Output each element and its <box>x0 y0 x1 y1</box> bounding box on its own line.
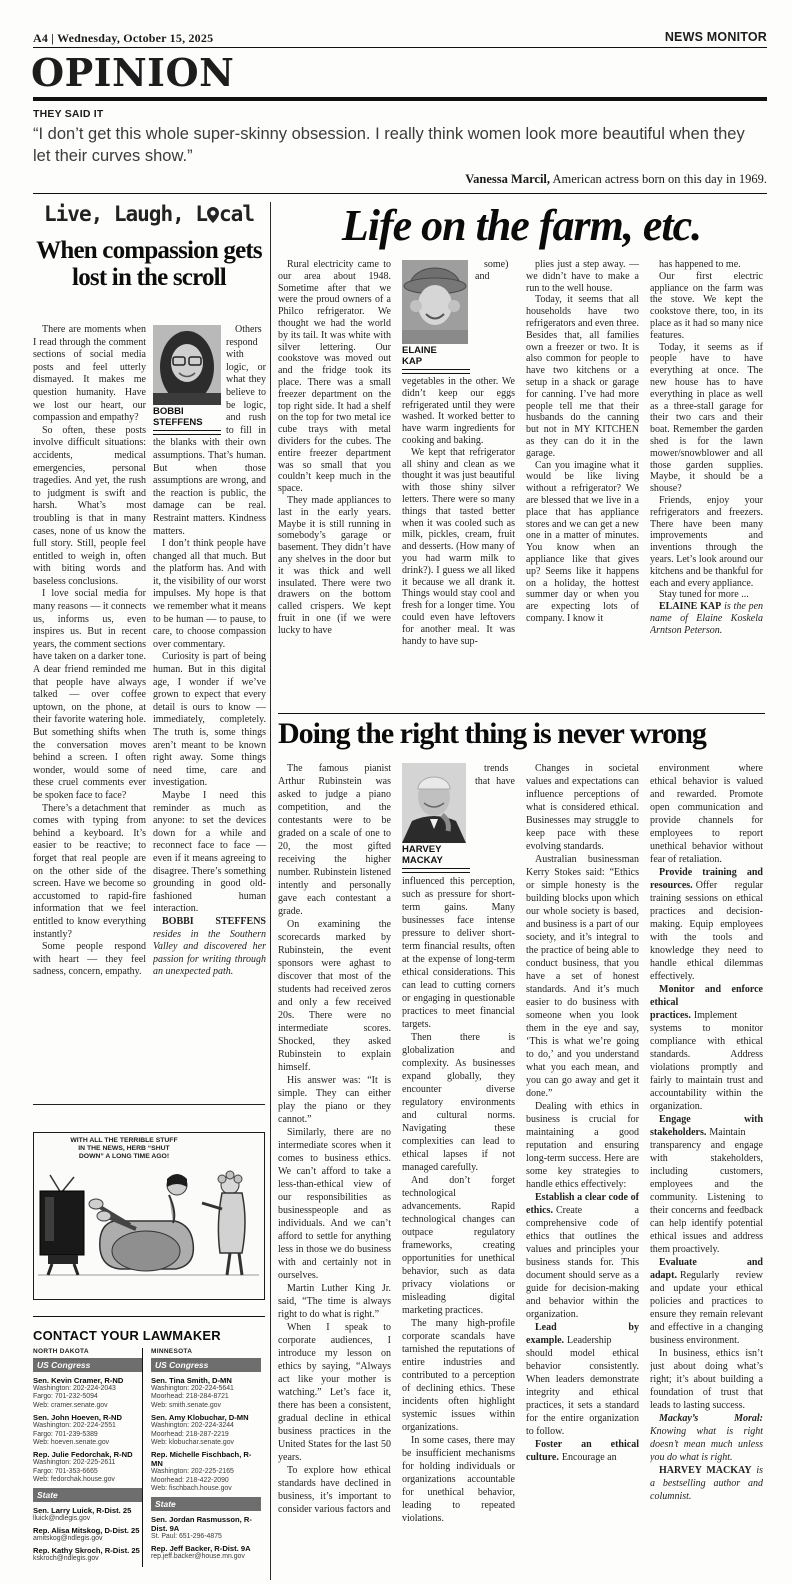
paragraph <box>526 1438 639 1464</box>
lawmaker-contact-line: Washington: 202-224-2551 <box>33 1422 116 1430</box>
lawmaker-contact-line: Washington: 202-225-2165 <box>151 1468 234 1476</box>
paragraph: We kept that refrigerator all shiny and clean as we thought it was just beautiful with those shiny silver letters. There were so many things that tasted better when it was cooled such as milk, pickles, cream, fruit and desserts. (How many of you had warm milk to drink?). I guess we all liked it because we all drank it. Things would stay cool and fresh for a longer time. You could even have leftovers for another meal. It was handy to have sup- <box>402 446 515 647</box>
live-laugh-local-logo <box>33 202 265 234</box>
lawmaker-column <box>142 1348 261 1567</box>
lawmaker-contact-line: Moorhead: 218-284-8721 <box>151 1393 229 1401</box>
paragraph <box>526 1100 639 1191</box>
region-label: NORTH DAKOTA <box>33 1348 89 1355</box>
divider <box>33 1316 265 1317</box>
lawmaker-name: Sen. John Hoeven, R-ND <box>33 1413 123 1423</box>
lawmaker-contact-line: Washington: 202-225-2611 <box>33 1459 116 1467</box>
lawmaker-entries <box>33 1506 142 1564</box>
lawmaker-contact-line: Fargo: 701-232-5094 <box>33 1393 98 1401</box>
lawmaker-contact-lines <box>33 1535 142 1543</box>
article-column <box>402 259 515 711</box>
paragraph: Today, it seems that all households have two refrigerators and even three. Besides that, all families own a freezer or two. It is also common for people to have two kitchens or a setup in a shack or garage for canning. I’ve had more people tell me that their husbands do the canning but not in MY KITCHEN as they can do it in the garage. <box>526 294 639 459</box>
paragraph: The famous pianist Arthur Rubinstein was asked to judge a piano competition, and the contestants were to be graded on a scale of one to 20, the most gifted receiving the higher number. Rubinstein listened intently and personally gave each contestant a grade. <box>278 763 391 917</box>
section-header-bar: State <box>151 1497 261 1511</box>
paragraph <box>526 762 639 853</box>
lawmaker-contact-lines <box>151 1422 261 1447</box>
paragraph: Our first electric appliance on the farm was the stove. We kept the cookstove there, too, in its place as it had so many nice features. <box>650 270 763 341</box>
lawmaker-entry <box>151 1544 261 1561</box>
quote-attribution-name: Vanessa Marcil, <box>465 172 551 186</box>
paragraph-lead: Provide training and resources. <box>650 867 763 891</box>
paragraph: The many high-profile corporate scandals have tarnished the reputations of entire industries and contributed to a perception of declining ethics. These incidents often highlight systemic issues within organizations. <box>402 1318 515 1433</box>
lawmaker-contact-lines <box>151 1468 261 1493</box>
page-folio: A4 | Wednesday, October 15, 2025 <box>33 31 214 45</box>
paragraph-list <box>33 324 146 979</box>
paragraph-lead: Evaluate and adapt. <box>650 1257 763 1281</box>
paragraph: I don’t think people have changed all that much. But the platform has. And with it, the visibility of our worst impulses. My hope is that we remember what it means to be human — to pause, to care, to choose compassion over commentary. <box>153 538 266 650</box>
columnist-photo-block <box>153 325 221 435</box>
paragraph: And don’t forget technological advancements. Rapid technological changes can outpace regulatory frameworks, creating opportunities for unethical behavior, such as data privacy violations or misleading digital marketing practices. <box>402 1175 515 1316</box>
author-signature: BOBBI STEFFENS resides in the Southern Valley and discovered her passion for writing through an unexpected path. <box>153 915 266 978</box>
cartoon-speech-bubble: WITH ALL THE TERRIBLE STUFF IN THE NEWS, HERB “SHUT DOWN” A LONG TIME AGO! <box>70 1137 178 1160</box>
paragraph: Then there is globalization and complexity. As businesses expand globally, they encounter diverse regulatory environments and cultural norms. Navigating these complexities can lead to ethical lapses if not managed carefully. <box>402 1032 515 1173</box>
paragraph-text: Encourage an <box>561 1452 617 1463</box>
lawmaker-contact-line: Washington: 202-224-5641 <box>151 1385 234 1392</box>
caption-rule <box>402 369 470 374</box>
paragraph-lead: Establish a clear code of ethics. <box>526 1192 639 1216</box>
lawmaker-contact-line: Moorhead: 218-422-2090 <box>151 1476 229 1484</box>
lawmaker-contact-line: St. Paul: 651-296-4875 <box>151 1532 222 1540</box>
lawmaker-contact-line: Web: fedorchak.house.gov <box>33 1476 115 1484</box>
caption-rule <box>402 868 470 873</box>
paragraph: Some people respond with heart — they feel sadness, concern, empathy. <box>33 941 146 978</box>
section-title: OPINION <box>31 50 235 95</box>
article-column <box>526 762 639 1580</box>
lawmaker-section <box>33 1488 142 1564</box>
lawmaker-contact-line: Washington: 202-224-3244 <box>151 1422 234 1430</box>
lawmaker-contact-line: Web: cramer.senate.gov <box>33 1401 108 1409</box>
paragraph-text: Australian businessman Kerry Stokes said: “Ethics or simple honesty is the building blocks upon which our whole society is based, and business is a part of our society, and it’s integral to the practice of being able to conduct business, that you have a set of honest standards. And it’s much easier to do business with someone when you look them in the eye and say, ‘This is what we’re going to do,’ and you understand what you each mean, and you can go away and get it done.” <box>526 854 639 1099</box>
paragraph: Today, it seems as if people have to have everything at once. The new house has to have everything in place as well as a three-stall garage for their two cars and their boat. Remember the garden shed is for the lawn mower/snowblower and all those garden supplies. Maybe, it should be a shouse? <box>650 341 763 495</box>
paragraph: Friends, enjoy your refrigerators and freezers. There have been many improvements and inventions through the years. Let’s look around our kitchens and be thankful for each and every appliance. <box>650 494 763 589</box>
article-headline: When compassion gets lost in the scroll <box>36 237 262 291</box>
paragraph-lead: Engage with stakeholders. <box>650 1114 763 1138</box>
paragraph-list <box>650 762 763 1412</box>
column-divider <box>270 202 271 1580</box>
paragraph: some) and vegetables in the other. We didn’t keep our eggs refrigerated until they were washed. It worked better to have warm ingredients for cooking and baking. <box>402 259 515 446</box>
article-body <box>278 259 763 711</box>
divider <box>33 1104 265 1105</box>
paragraph: There’s a detachment that comes with typing from behind a keyboard. It’s easier to be reactive; to forget that real people are on the other side of the screen. Have we become so accustomed to rapid-fire information that we feel entitled to know everything instantly? <box>33 802 146 940</box>
lawmaker-contact-lines <box>151 1553 261 1561</box>
paragraph-list <box>526 259 639 625</box>
paragraph: They made appliances to last in the early years. Maybe it is still running in somebody’s garage or basement. They didn’t have any shelves in the door but it was thick and well insulated. There were two drawers on the bottom called crispers. We kept fruit in one (if we were lucky to have <box>278 494 391 636</box>
paragraph: I love social media for many reasons — it connects us, informs us, even inspires us. But in recent years, the comment sections have taken on a darker tone. A dear friend reminded me that people have always talked — over coffee uptown, on the phone, at their favorite watering hole. But something shifts when the conversation moves behind a screen. I often wonder, would some of these cruel comments ever be spoken face to face? <box>33 588 146 801</box>
lawmaker-entry <box>151 1413 261 1447</box>
lawmaker-entry <box>151 1515 261 1541</box>
lawmaker-name: Rep. Jeff Backer, R-Dist. 9A <box>151 1544 251 1554</box>
paragraph: Similarly, there are no intermediate scores when it comes to business ethics. We can’t afford to take a less-than-ethical view of our responsibilities as businesspeople and as individuals. And we can’t afford to settle for anything less in those we do business with and certainly not in ourselves. <box>278 1127 391 1281</box>
contact-lawmaker-section <box>33 1328 265 1567</box>
lawmaker-contact-lines <box>151 1385 261 1410</box>
paragraph-text: Maintain transparency and engage with stakeholders, including customers, employees and the community. Listening to their concerns and feedback can help identify potential ethical issues and address them proactively. <box>650 1127 763 1255</box>
lawmaker-entries <box>151 1376 261 1494</box>
mackays-moral: Mackay’s Moral: Knowing what is right doesn’t mean much unless you do what is right. <box>650 1413 763 1463</box>
divider <box>33 47 767 48</box>
lawmaker-name: Sen. Amy Klobuchar, D-MN <box>151 1413 249 1423</box>
paragraph: Stay tuned for more ... <box>659 589 749 601</box>
caption-rule <box>153 430 221 435</box>
paragraph: In some cases, there may be insufficient mechanisms for holding individuals or organizations accountable for unethical behavior, leading to repeated violations. <box>402 1435 515 1524</box>
lawmaker-entries <box>151 1515 261 1562</box>
lawmaker-sections <box>151 1358 261 1561</box>
lawmaker-contact-lines <box>33 1459 142 1484</box>
quote-of-the-day: “I don’t get this whole super-skinny obsession. I really think women look more beautiful when they let their curves show.” <box>33 125 745 165</box>
lawmaker-name: Sen. Tina Smith, D-MN <box>151 1376 232 1385</box>
paragraph-text: In business, ethics isn’t just about doing what’s right; it’s about building a foundation of trust that leads to lasting success. <box>650 1348 763 1411</box>
paragraph-text: environment where ethical behavior is valued and rewarded. Promote open communication and provide channels for employees to report unethical behavior without fear of retaliation. <box>650 763 763 865</box>
paragraph <box>526 1321 639 1438</box>
paragraph <box>526 1191 639 1321</box>
paragraph-list <box>526 762 639 1464</box>
paragraph-lead: Lead by example. <box>526 1322 639 1346</box>
lawmaker-contact-lines <box>33 1515 142 1523</box>
photo-caption: HARVEY MACKAY <box>402 844 443 866</box>
paragraph-list <box>278 259 391 637</box>
lawmaker-contact-line: Web: fischbach.house.gov <box>151 1485 232 1493</box>
lawmaker-name: Sen. Larry Luick, R-Dist. 25 <box>33 1505 132 1515</box>
paragraph: trends that have influenced this perception, such as pressure for short-term gains. Many businesses face intense pressure to deliver short-term financial results, often at the expense of long-term ethical considerations. This can lead to cutting corners or engaging in questionable practices to meet financial targets. <box>402 763 515 1030</box>
author-signature: HARVEY MACKAY is a bestselling author and columnist. <box>650 1465 763 1502</box>
lawmaker-contact-line: Web: hoeven.senate.gov <box>33 1439 110 1447</box>
article-column <box>33 324 146 1090</box>
columnist-photo <box>153 325 221 405</box>
publication-name: NEWS MONITOR <box>664 30 767 44</box>
article-column <box>402 762 515 1580</box>
paragraph: Maybe I need this reminder as much as anyone: to set the devices down for a while and reconnect face to face — even if it means agreeing to disagree. There’s something grounding in good old-fashioned human interaction. <box>153 789 266 915</box>
editorial-cartoon <box>33 1132 265 1300</box>
paragraph: So often, these posts involve difficult situations: accidents, medical emergencies, personal tragedies. And yet, the rush to judgment is swift and harsh. What’s most troubling is that in many cases, none of us know the full story. Still, people feel entitled to weigh in, often with biting words and baseless conclusions. <box>33 424 146 587</box>
lawmaker-columns <box>33 1348 265 1567</box>
logo-text-end: cal <box>219 202 254 226</box>
lawmaker-name: Sen. Jordan Rasmusson, R-Dist. 9A <box>151 1514 252 1533</box>
columnist-photo-block <box>402 260 470 374</box>
photo-caption: BOBBI STEFFENS <box>153 406 203 428</box>
lawmaker-contact-line: lluick@ndlegis.gov <box>33 1514 91 1522</box>
article-column <box>650 259 763 711</box>
lawmaker-entry <box>33 1376 142 1410</box>
lawmaker-contact-lines <box>33 1422 142 1447</box>
paragraph-text: Changes in societal values and expectations can influence perceptions of what is considered ethical. Businesses may struggle to keep pace with these evolving standards. <box>526 763 639 852</box>
paragraph: Can you imagine what it would be like living without a refrigerator? We are blessed that we live in a place that has appliance stores and we can get a new one in a matter of minutes. You know when an appliance like that gives up? Seems like it happens on a holiday, the hottest summer day or when you are expecting lots of company. I know it <box>526 459 639 624</box>
lawmaker-contact-lines <box>151 1533 261 1541</box>
lawmaker-section <box>151 1358 261 1494</box>
paragraph: Martin Luther King Jr. said, “The time is always right to do what is right.” <box>278 1283 391 1320</box>
lawmaker-contact-line: kskroch@ndlegis.gov <box>33 1555 99 1563</box>
paragraph-list <box>278 762 391 1516</box>
article-column <box>278 259 391 711</box>
article-headline: Doing the right thing is never wrong <box>278 717 706 750</box>
location-pin-icon <box>207 207 219 223</box>
lawmaker-entry <box>33 1506 142 1523</box>
lawmaker-entry <box>151 1450 261 1493</box>
divider <box>278 713 765 714</box>
lawmaker-title: CONTACT YOUR LAWMAKER <box>33 1328 221 1343</box>
lawmaker-contact-line: Web: klobuchar.senate.gov <box>151 1439 234 1447</box>
paragraph: When I speak to corporate audiences, I introduce my lesson on ethics by saying, “Always act like your mother is watching.” Let’s face it, there has been a consistent, gradual decline in ethical business practices in the United States for the last 50 years. <box>278 1322 391 1463</box>
lawmaker-name: Rep. Kathy Skroch, R-Dist. 25 <box>33 1546 140 1556</box>
paragraph-text: Offer regular training sessions on ethical practices and decision-making. Equip employees with the tools and knowledge they need to handle ethical dilemmas effectively. <box>650 880 763 982</box>
paragraph-lead: Monitor and enforce ethical practices. <box>650 984 763 1021</box>
paragraph-text: Create a comprehensive code of ethics that outlines the values and principles your business stands for. This document should serve as a guide for decision-making and behavior within the organization. <box>526 1205 639 1320</box>
lawmaker-name: Rep. Alisa Mitskog, D-Dist. 25 <box>33 1526 140 1536</box>
columnist-photo-block <box>402 763 470 873</box>
lawmaker-contact-line: rep.jeff.backer@house.mn.gov <box>151 1553 245 1561</box>
paragraph <box>650 1256 763 1347</box>
columnist-photo <box>402 763 466 843</box>
lawmaker-section <box>33 1358 142 1485</box>
article-body <box>278 762 763 1580</box>
lawmaker-contact-line: amitskog@ndlegis.gov <box>33 1535 103 1543</box>
section-header-bar: State <box>33 1488 142 1502</box>
lawmaker-name: Rep. Julie Fedorchak, R-ND <box>33 1450 133 1460</box>
region-label: MINNESOTA <box>151 1348 193 1355</box>
right-articles <box>278 202 765 1584</box>
paragraph-text: Leadership should model ethical behavior consistently. When leaders demonstrate integrity and ethical practices, it sets a standard for the entire organization to follow. <box>526 1335 639 1437</box>
section-header-bar: US Congress <box>33 1358 142 1372</box>
article-body <box>33 324 266 1090</box>
compassion-article <box>33 202 265 1584</box>
paragraph-lead: Foster an ethical culture. <box>526 1439 639 1463</box>
lawmaker-entry <box>151 1376 261 1410</box>
divider <box>33 193 767 194</box>
lawmaker-entries <box>33 1376 142 1485</box>
paragraph: Rural electricity came to our area about 1948. Sometime after that we were the proud owners of a Philco refrigerator. We thought we had the world by its tail. It was white with silver lettering. Our cookstove was moved out and the fridge took its place. There was a small freezer department on the top right side. It had a shelf on the top for two metal ice cube trays with metal dividers for the cubes. The entire freezer department was so small that you couldn’t keep much in the space. <box>278 259 391 495</box>
article-column <box>278 762 391 1580</box>
paragraph <box>650 762 763 866</box>
paragraph: Others respond with logic, or what they believe to be logic, and rush to fill in the blanks with their own assumptions. That’s human. But when those assumptions are wrong, and the reaction is public, the damage can be real. Restraint matters. Kindness matters. <box>153 324 266 537</box>
paragraph-list <box>402 762 515 1525</box>
article-column <box>650 762 763 1580</box>
quote-attribution-text: American actress born on this day in 1969. <box>550 172 767 186</box>
lawmaker-entry <box>33 1526 142 1543</box>
paragraph-text: Dealing with ethics in business is crucial for maintaining a good reputation and ensuring long-term success. Here are some key strategies to handle ethics effectively: <box>526 1101 639 1190</box>
divider <box>33 97 767 101</box>
paragraph: His answer was: “It is simple. They can either play the piano or they cannot.” <box>278 1075 391 1125</box>
lawmaker-contact-line: Fargo: 701-239-5389 <box>33 1430 98 1438</box>
paragraph-list <box>650 259 763 601</box>
paragraph <box>650 1113 763 1256</box>
lawmaker-sections <box>33 1358 142 1564</box>
lawmaker-name: Sen. Kevin Cramer, R-ND <box>33 1376 124 1385</box>
paragraph <box>526 853 639 1100</box>
author-signature: ELAINE KAP is the pen name of Elaine Koskela Arntson Peterson. <box>650 601 763 636</box>
lawmaker-section <box>151 1497 261 1562</box>
lawmaker-contact-lines <box>33 1385 142 1410</box>
paragraph: There are moments when I read through the comment sections of social media posts and feel utterly dismayed. It makes me question humanity. Have we lost our heart, our compassion and empathy? <box>33 324 146 424</box>
article-column <box>526 259 639 711</box>
paragraph <box>650 983 763 1113</box>
article-headline: Life on the farm, etc. <box>341 201 702 250</box>
article-column <box>153 324 266 1090</box>
paragraph: plies just a step away. — we didn’t have to make a run to the well house. <box>526 259 639 294</box>
lawmaker-contact-line: Web: smith.senate.gov <box>151 1401 221 1409</box>
lawmaker-contact-line: Washington: 202-224-2043 <box>33 1385 116 1392</box>
lawmaker-contact-lines <box>33 1555 142 1563</box>
paragraph <box>650 1347 763 1412</box>
columnist-photo <box>402 260 468 344</box>
logo-text-start: Live, Laugh, L <box>44 202 208 226</box>
paragraph: On examining the scorecards marked by Rubinstein, the event sponsors were aghast to discover that most of the students had received zeros and only a few received 20s. There were no intermediate scores. Shocked, they asked Rubinstein to explain himself. <box>278 919 391 1073</box>
lawmaker-entry <box>33 1546 142 1563</box>
lawmaker-column <box>33 1348 142 1567</box>
paragraph: has happened to me. <box>659 259 741 270</box>
lawmaker-entry <box>33 1450 142 1484</box>
photo-caption: ELAINE KAP <box>402 345 437 367</box>
they-said-it-kicker: THEY SAID IT <box>33 108 104 120</box>
lawmaker-name: Rep. Michelle Fischbach, R-MN <box>151 1450 252 1469</box>
paragraph <box>650 866 763 983</box>
paragraph: Curiosity is part of being human. But in this digital age, I wonder if we’ve grown to expect that every detail is ours to know — immediately, completely. The truth is, some things aren’t meant to be known right away. Some things need time, care and investigation. <box>153 651 266 789</box>
lawmaker-contact-line: Moorhead: 218-287-2219 <box>151 1430 229 1438</box>
paragraph: To explore how ethical standards have declined in business, it’s important to consider various factors and <box>278 1465 391 1515</box>
lawmaker-contact-line: Fargo: 701-353-6665 <box>33 1467 98 1475</box>
paragraph-text: Implement systems to monitor compliance with ethical standards. Address violations promptly and fairly to maintain trust and accountability within the organization. <box>650 1010 763 1112</box>
lawmaker-entry <box>33 1413 142 1447</box>
section-header-bar: US Congress <box>151 1358 261 1372</box>
paragraph-text: Regularly review and update your ethical policies and practices to ensure they remain relevant and effective in a changing business environment. <box>650 1270 763 1346</box>
quote-attribution <box>465 172 767 187</box>
